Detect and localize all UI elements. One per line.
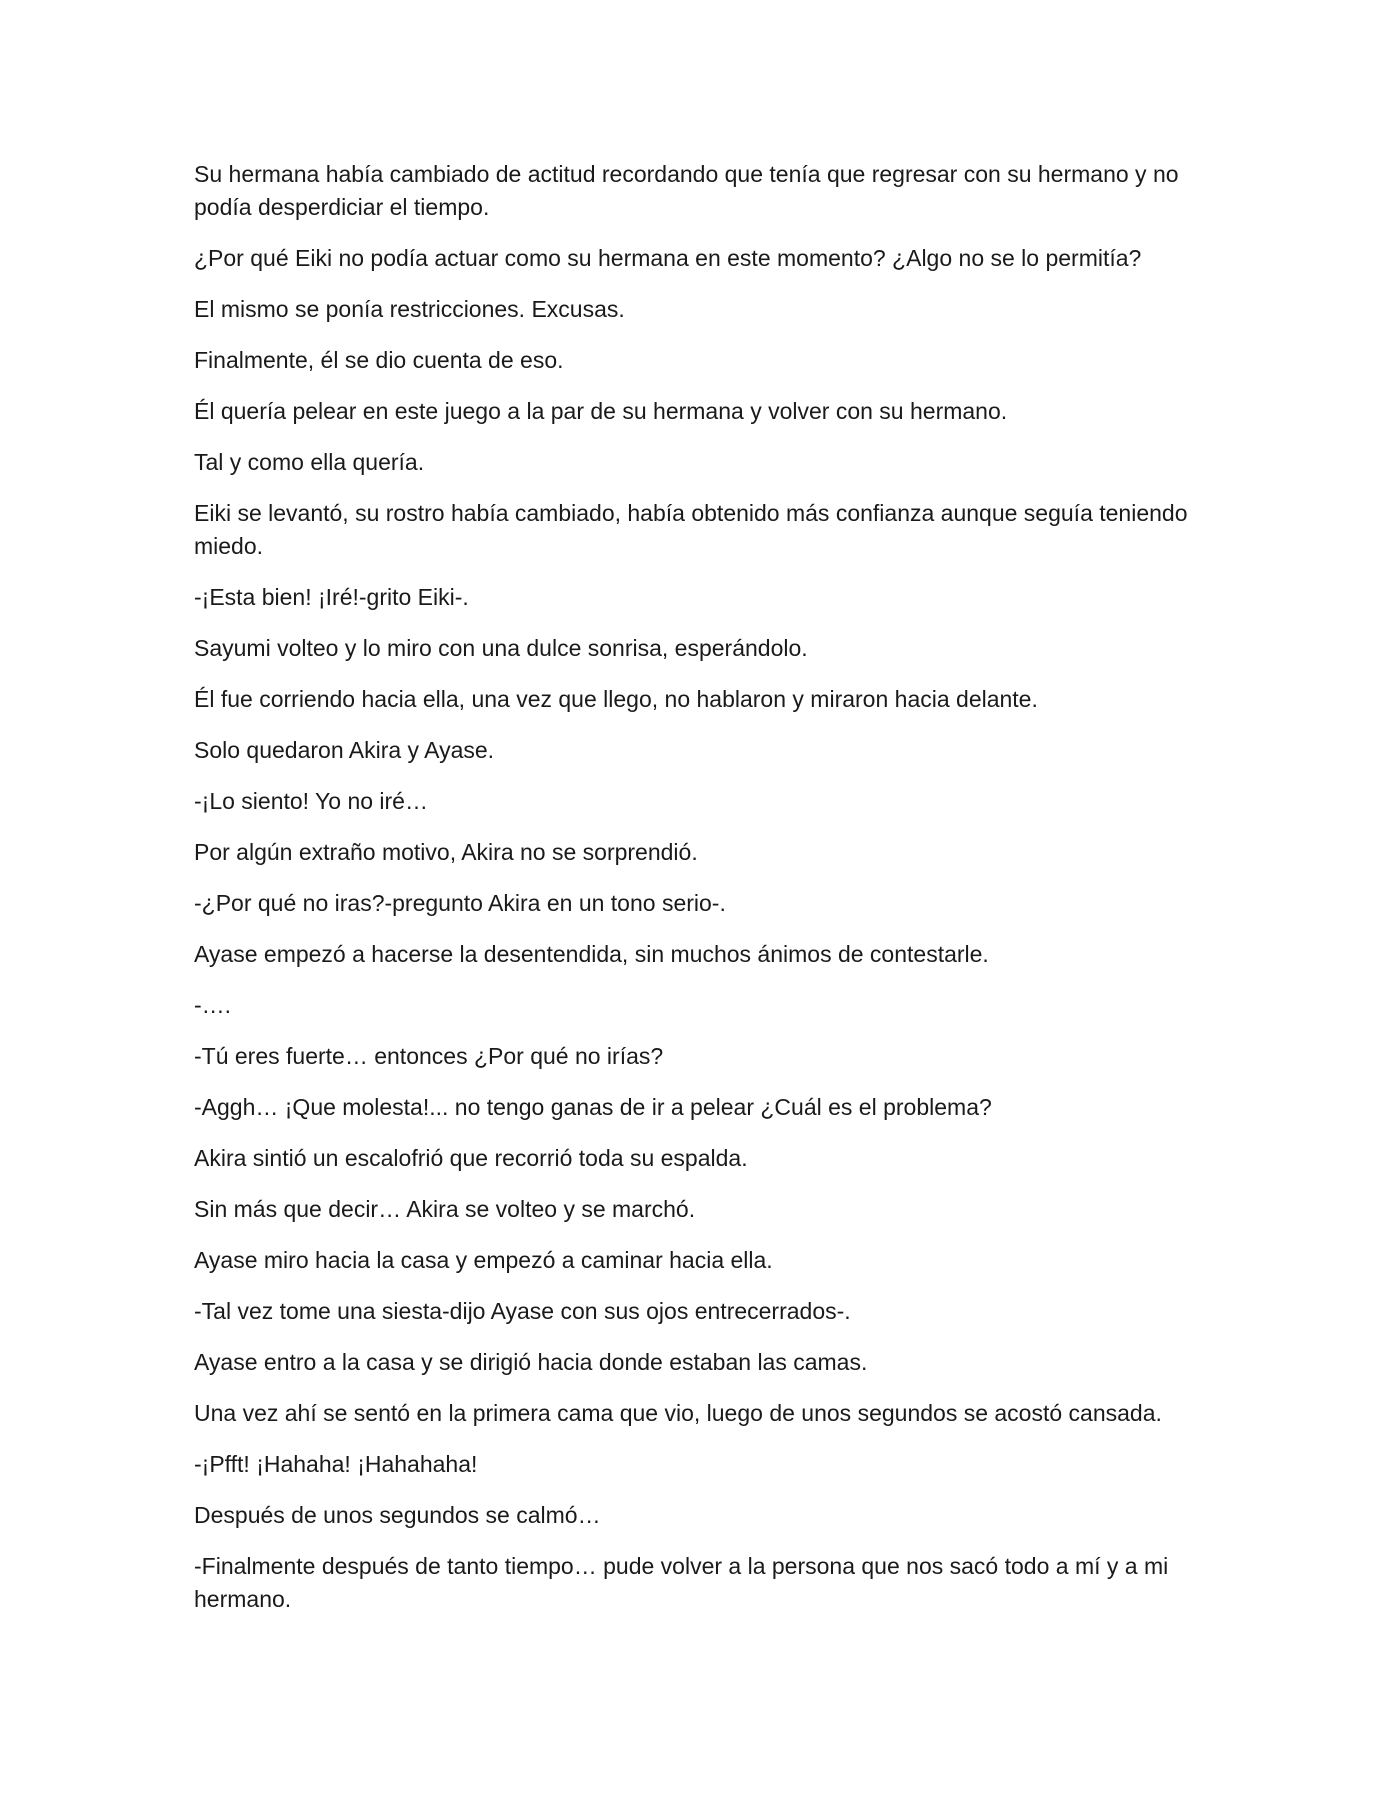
paragraph: Sin más que decir… Akira se volteo y se marchó. xyxy=(194,1196,696,1222)
paragraph: Por algún extraño motivo, Akira no se sorprendió. xyxy=(194,839,698,865)
paragraph: Su hermana había cambiado de actitud recordando que tenía que regresar con su hermano y no podía desperdiciar el tiempo. xyxy=(194,161,1179,220)
paragraph: Él fue corriendo hacia ella, una vez que llego, no hablaron y miraron hacia delante. xyxy=(194,686,1038,712)
paragraph: Después de unos segundos se calmó… xyxy=(194,1502,601,1528)
paragraph: -¡Pfft! ¡Hahaha! ¡Hahahaha! xyxy=(194,1451,478,1477)
paragraph: Sayumi volteo y lo miro con una dulce sonrisa, esperándolo. xyxy=(194,635,808,661)
paragraph: Una vez ahí se sentó en la primera cama que vio, luego de unos segundos se acostó cansada. xyxy=(194,1400,1162,1426)
paragraph: Ayase empezó a hacerse la desentendida, sin muchos ánimos de contestarle. xyxy=(194,941,989,967)
paragraph: -¡Lo siento! Yo no iré… xyxy=(194,788,428,814)
paragraph: Ayase entro a la casa y se dirigió hacia donde estaban las camas. xyxy=(194,1349,868,1375)
paragraph: Akira sintió un escalofrió que recorrió toda su espalda. xyxy=(194,1145,748,1171)
document-body xyxy=(194,158,1214,1634)
paragraph: Ayase miro hacia la casa y empezó a caminar hacia ella. xyxy=(194,1247,773,1273)
paragraph: -Tal vez tome una siesta-dijo Ayase con sus ojos entrecerrados-. xyxy=(194,1298,851,1324)
paragraph: Él quería pelear en este juego a la par de su hermana y volver con su hermano. xyxy=(194,398,1008,424)
paragraph: Tal y como ella quería. xyxy=(194,449,425,475)
paragraph: -Tú eres fuerte… entonces ¿Por qué no irías? xyxy=(194,1043,664,1069)
paragraph: -…. xyxy=(194,992,232,1018)
paragraph: Finalmente, él se dio cuenta de eso. xyxy=(194,347,564,373)
paragraph: -¡Esta bien! ¡Iré!-grito Eiki-. xyxy=(194,584,469,610)
paragraph: El mismo se ponía restricciones. Excusas. xyxy=(194,296,625,322)
paragraph: ¿Por qué Eiki no podía actuar como su hermana en este momento? ¿Algo no se lo permitía? xyxy=(194,245,1142,271)
paragraph: -Finalmente después de tanto tiempo… pude volver a la persona que nos sacó todo a mí y a mi hermano. xyxy=(194,1553,1169,1612)
paragraph: -Aggh… ¡Que molesta!... no tengo ganas de ir a pelear ¿Cuál es el problema? xyxy=(194,1094,992,1120)
paragraph: Solo quedaron Akira y Ayase. xyxy=(194,737,495,763)
paragraph: Eiki se levantó, su rostro había cambiado, había obtenido más confianza aunque seguía teniendo miedo. xyxy=(194,500,1188,559)
paragraph: -¿Por qué no iras?-pregunto Akira en un tono serio-. xyxy=(194,890,726,916)
